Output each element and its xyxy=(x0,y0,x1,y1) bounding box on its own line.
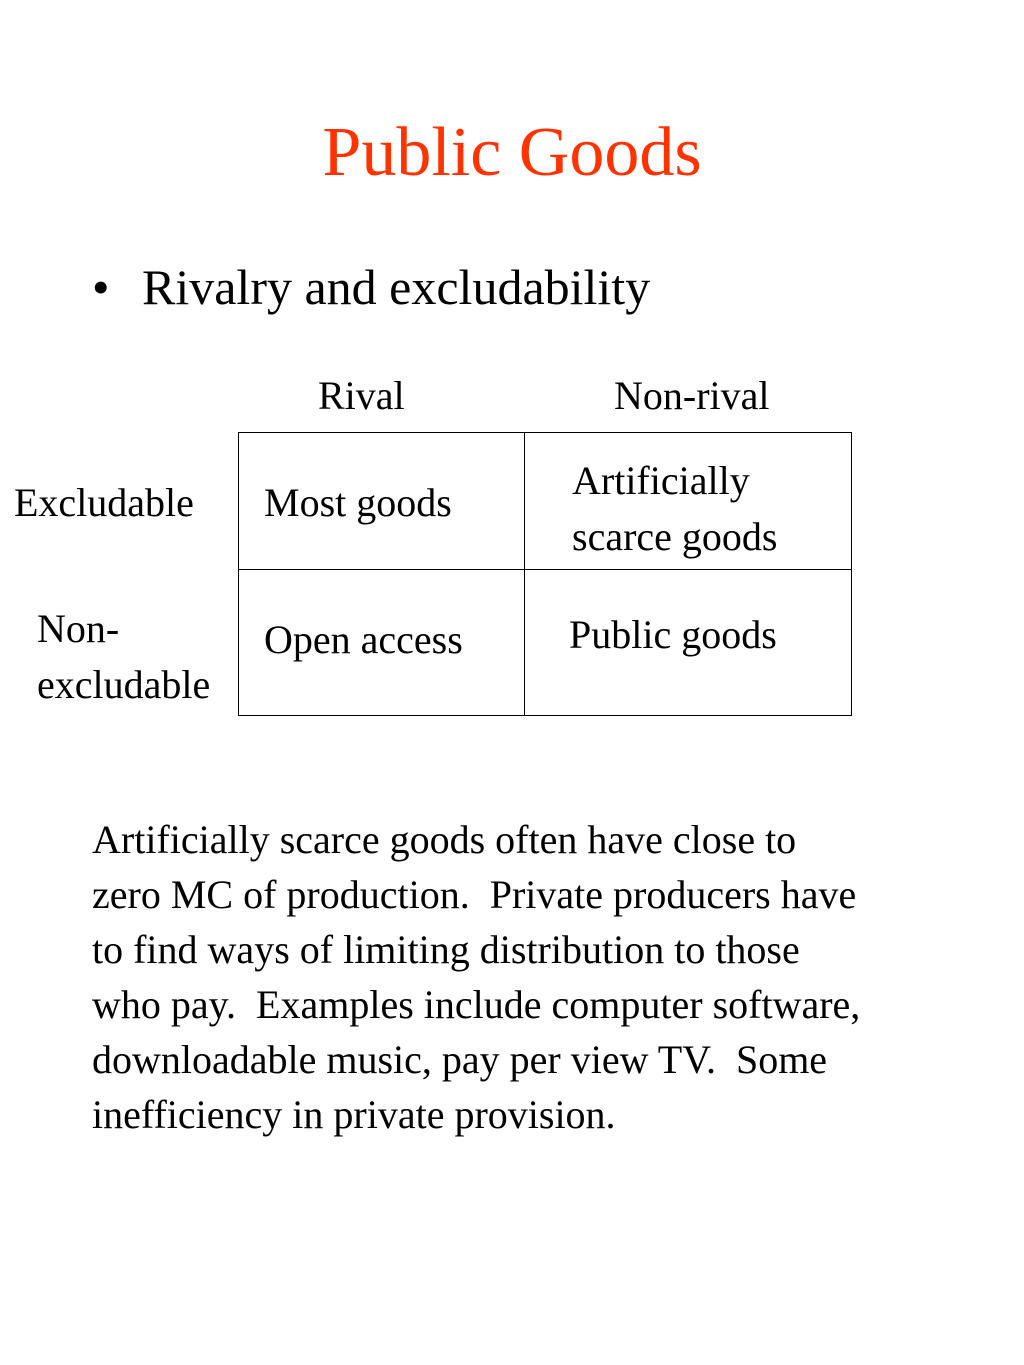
row-header-excludable-line: Excludable xyxy=(14,480,194,525)
rivalry-excludability-matrix xyxy=(238,432,852,716)
cell-excludable-non-rival-line-2: scarce goods xyxy=(572,514,778,559)
paragraph-line: downloadable music, pay per view TV. Some xyxy=(92,1037,828,1082)
cell-non-excludable-non-rival xyxy=(569,607,777,663)
matrix-horizontal-divider xyxy=(239,569,851,570)
cell-excludable-non-rival xyxy=(572,453,777,565)
slide-title: Public Goods xyxy=(322,114,702,191)
column-header-rival: Rival xyxy=(318,373,405,418)
cell-excludable-rival-text: Most goods xyxy=(264,480,452,525)
paragraph-line: Artificially scarce goods often have close to xyxy=(92,817,797,862)
row-header-excludable xyxy=(14,475,194,531)
bullet-text: Rivalry and excludability xyxy=(142,259,651,315)
paragraph-line: zero MC of production. Private producers have xyxy=(92,872,857,917)
explanation-paragraph xyxy=(92,812,992,1142)
cell-non-excludable-rival xyxy=(264,612,463,668)
paragraph-line: who pay. Examples include computer software, xyxy=(92,982,861,1027)
row-header-non-excludable-line-2: excludable xyxy=(37,662,211,707)
bullet-item xyxy=(92,255,650,319)
matrix-vertical-divider xyxy=(524,433,525,715)
cell-non-excludable-non-rival-text: Public goods xyxy=(569,612,777,657)
cell-non-excludable-rival-text: Open access xyxy=(264,617,463,662)
bullet-marker: • xyxy=(92,259,110,315)
paragraph-line: to find ways of limiting distribution to those xyxy=(92,927,800,972)
row-header-non-excludable-line-1: Non- xyxy=(37,606,120,651)
paragraph-line: inefficiency in private provision. xyxy=(92,1092,616,1137)
cell-excludable-rival xyxy=(264,475,452,531)
cell-excludable-non-rival-line-1: Artificially xyxy=(572,458,750,503)
column-header-non-rival: Non-rival xyxy=(614,373,770,418)
row-header-non-excludable xyxy=(37,601,210,713)
